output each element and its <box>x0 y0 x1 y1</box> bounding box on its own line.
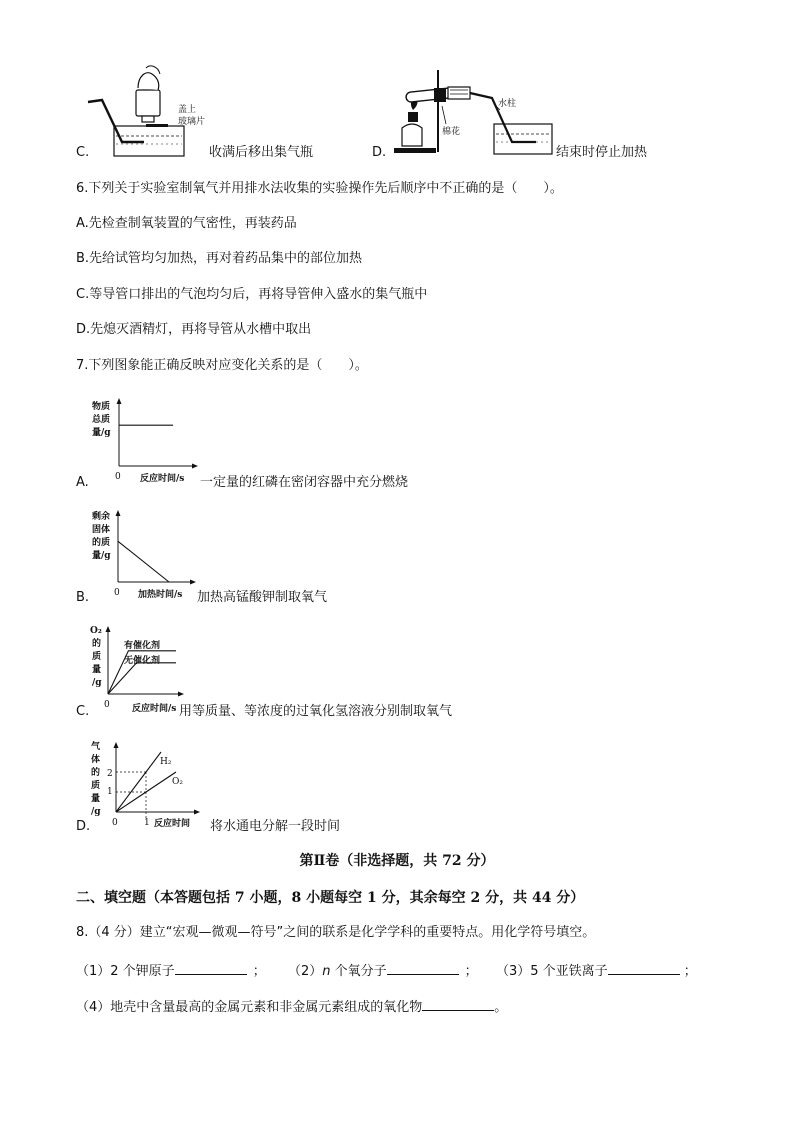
chart-d-ylabel-2: 体 <box>91 755 101 765</box>
chart-d-ylabel-3: 的 <box>91 768 101 778</box>
chart-c-xlabel: 反应时间/s <box>132 704 177 714</box>
q8-blank-3[interactable] <box>608 961 680 975</box>
chart-b-axes <box>116 510 197 585</box>
chart-c-series-label-1: 有催化剂 <box>124 641 161 651</box>
chart-a-ylabel-3: 量/g <box>92 428 111 438</box>
q8-blank-3-suffix: ； <box>683 964 697 979</box>
chart-a-axes <box>117 398 199 469</box>
q8-blank-4-prefix: （4）地壳中含量最高的金属元素和非金属元素组成的氧化物 <box>76 1000 423 1015</box>
q6-option-d: D.先熄灭酒精灯，再将导管从水槽中取出 <box>76 322 312 337</box>
chart-b-ylabel-1: 剩余 <box>92 512 111 522</box>
chart-c-series-label-2: 无催化剂 <box>124 656 161 666</box>
chart-c-ylabel-3: 质 <box>92 652 102 662</box>
chart-d-ylabel-4: 质 <box>91 781 101 791</box>
q5-option-d-label: D. <box>372 145 387 160</box>
q7-option-a-label: A. <box>76 475 89 490</box>
q8-blank-1[interactable] <box>175 961 247 975</box>
chart-b-origin: 0 <box>114 588 120 598</box>
chart-a-ylabel-2: 总质 <box>92 415 111 425</box>
q8-blank-1-row <box>76 961 266 980</box>
q7-chart-d <box>86 738 210 830</box>
q8-blank-2-var: n <box>322 964 331 979</box>
q7-stem: 7.下列图象能正确反映对应变化关系的是（ ）。 <box>76 358 368 373</box>
q8-blank-2-row <box>288 961 478 980</box>
q8-blank-2-prefix: （2） <box>288 964 323 979</box>
q7-chart-b <box>86 508 200 600</box>
q6-option-c: C.等导管口排出的气泡均匀后，再将导管伸入盛水的集气瓶中 <box>76 287 428 302</box>
q8-blank-1-suffix: ； <box>252 964 266 979</box>
q7-option-c-label: C. <box>76 704 90 719</box>
chart-2-series-2-line <box>108 663 176 694</box>
chart-b-ylabel-4: 量/g <box>92 551 111 561</box>
q8-blank-2-mid: 个氧分子 <box>330 964 387 979</box>
chart-c-ylabel-4: 量 <box>92 665 102 675</box>
chart-a-ylabel-1: 物质 <box>92 402 111 412</box>
q7-option-d-text: 将水通电分解一段时间 <box>210 819 341 834</box>
q7-chart-a <box>86 398 200 488</box>
q5-d-cotton-label: 棉花 <box>442 127 461 137</box>
q8-stem: 8.（4 分）建立“宏观—微观—符号”之间的联系是化学学科的重要特点。用化学符号填空。 <box>76 925 596 940</box>
chart-a-origin: 0 <box>115 472 121 482</box>
section-2-heading: 二、填空题（本答题包括 7 小题，8 小题每空 1 分，其余每空 2 分，共 44 分） <box>76 890 585 906</box>
q8-blank-2[interactable] <box>387 961 459 975</box>
chart-3-series-1-line <box>116 752 161 812</box>
q6-option-a: A.先检查制氧装置的气密性，再装药品 <box>76 216 297 231</box>
q7-option-c-text: 用等质量、等浓度的过氧化氢溶液分别制取氧气 <box>179 704 453 719</box>
q8-blank-4[interactable] <box>422 997 494 1011</box>
chart-d-ytick-2: 2 <box>107 769 113 779</box>
chart-a-xlabel: 反应时间/s <box>140 474 185 484</box>
section-2-title: 第Ⅱ卷（非选择题，共 72 分） <box>299 853 495 869</box>
chart-d-origin: 0 <box>112 818 118 828</box>
chart-c-ylabel-5: /g <box>92 678 102 688</box>
chart-c-ylabel-2: 的 <box>92 639 102 649</box>
q8-blank-3-prefix: （3）5 个亚铁离子 <box>496 964 608 979</box>
q5-option-d-text: 结束时停止加热 <box>556 145 648 160</box>
chart-d-series-label-2: O₂ <box>172 777 183 787</box>
q8-blank-3-row <box>496 961 697 980</box>
chart-d-series-label-1: H₂ <box>160 757 172 767</box>
q5-d-water-label: 水柱 <box>498 99 517 109</box>
q7-option-b-text: 加热高锰酸钾制取氧气 <box>197 590 328 605</box>
q5-c-glass-label-1: 盖上 <box>178 105 197 115</box>
q5-option-c-text: 收满后移出集气瓶 <box>209 145 314 160</box>
q8-blank-2-suffix: ； <box>464 964 478 979</box>
q5-option-c-figure <box>86 64 206 160</box>
chart-d-axes <box>114 742 201 815</box>
chart-c-ylabel-1: O₂ <box>90 626 102 636</box>
q8-blank-1-prefix: （1）2 个钾原子 <box>76 964 175 979</box>
chart-b-ylabel-2: 固体 <box>92 525 111 535</box>
q7-option-d-label: D. <box>76 819 91 834</box>
q7-option-b-label: B. <box>76 590 90 605</box>
q7-chart-c <box>86 622 186 714</box>
chart-b-ylabel-3: 的质 <box>92 538 111 548</box>
chart-d-xtick-1: 1 <box>144 818 150 828</box>
q6-option-b: B.先给试管均匀加热，再对着药品集中的部位加热 <box>76 251 363 266</box>
chart-d-ylabel-6: /g <box>91 807 101 817</box>
q8-blank-4-row <box>76 997 507 1016</box>
chart-d-ytick-1: 1 <box>107 787 113 797</box>
q6-stem: 6.下列关于实验室制氧气并用排水法收集的实验操作先后顺序中不正确的是（ ）。 <box>76 181 563 196</box>
chart-d-ylabel-1: 气 <box>91 742 101 752</box>
chart-d-ylabel-5: 量 <box>91 794 101 804</box>
chart-d-xlabel: 反应时间 <box>154 819 191 829</box>
q7-option-a-text: 一定量的红磷在密闭容器中充分燃烧 <box>200 475 409 490</box>
chart-1-series-1-line <box>118 541 186 582</box>
q5-c-glass-label-2: 玻璃片 <box>178 117 206 127</box>
chart-b-xlabel: 加热时间/s <box>138 590 183 600</box>
q5-option-d-figure <box>390 62 556 158</box>
q8-blank-4-suffix: 。 <box>494 1000 508 1015</box>
chart-c-origin: 0 <box>104 700 110 710</box>
q5-option-c-label: C. <box>76 145 90 160</box>
